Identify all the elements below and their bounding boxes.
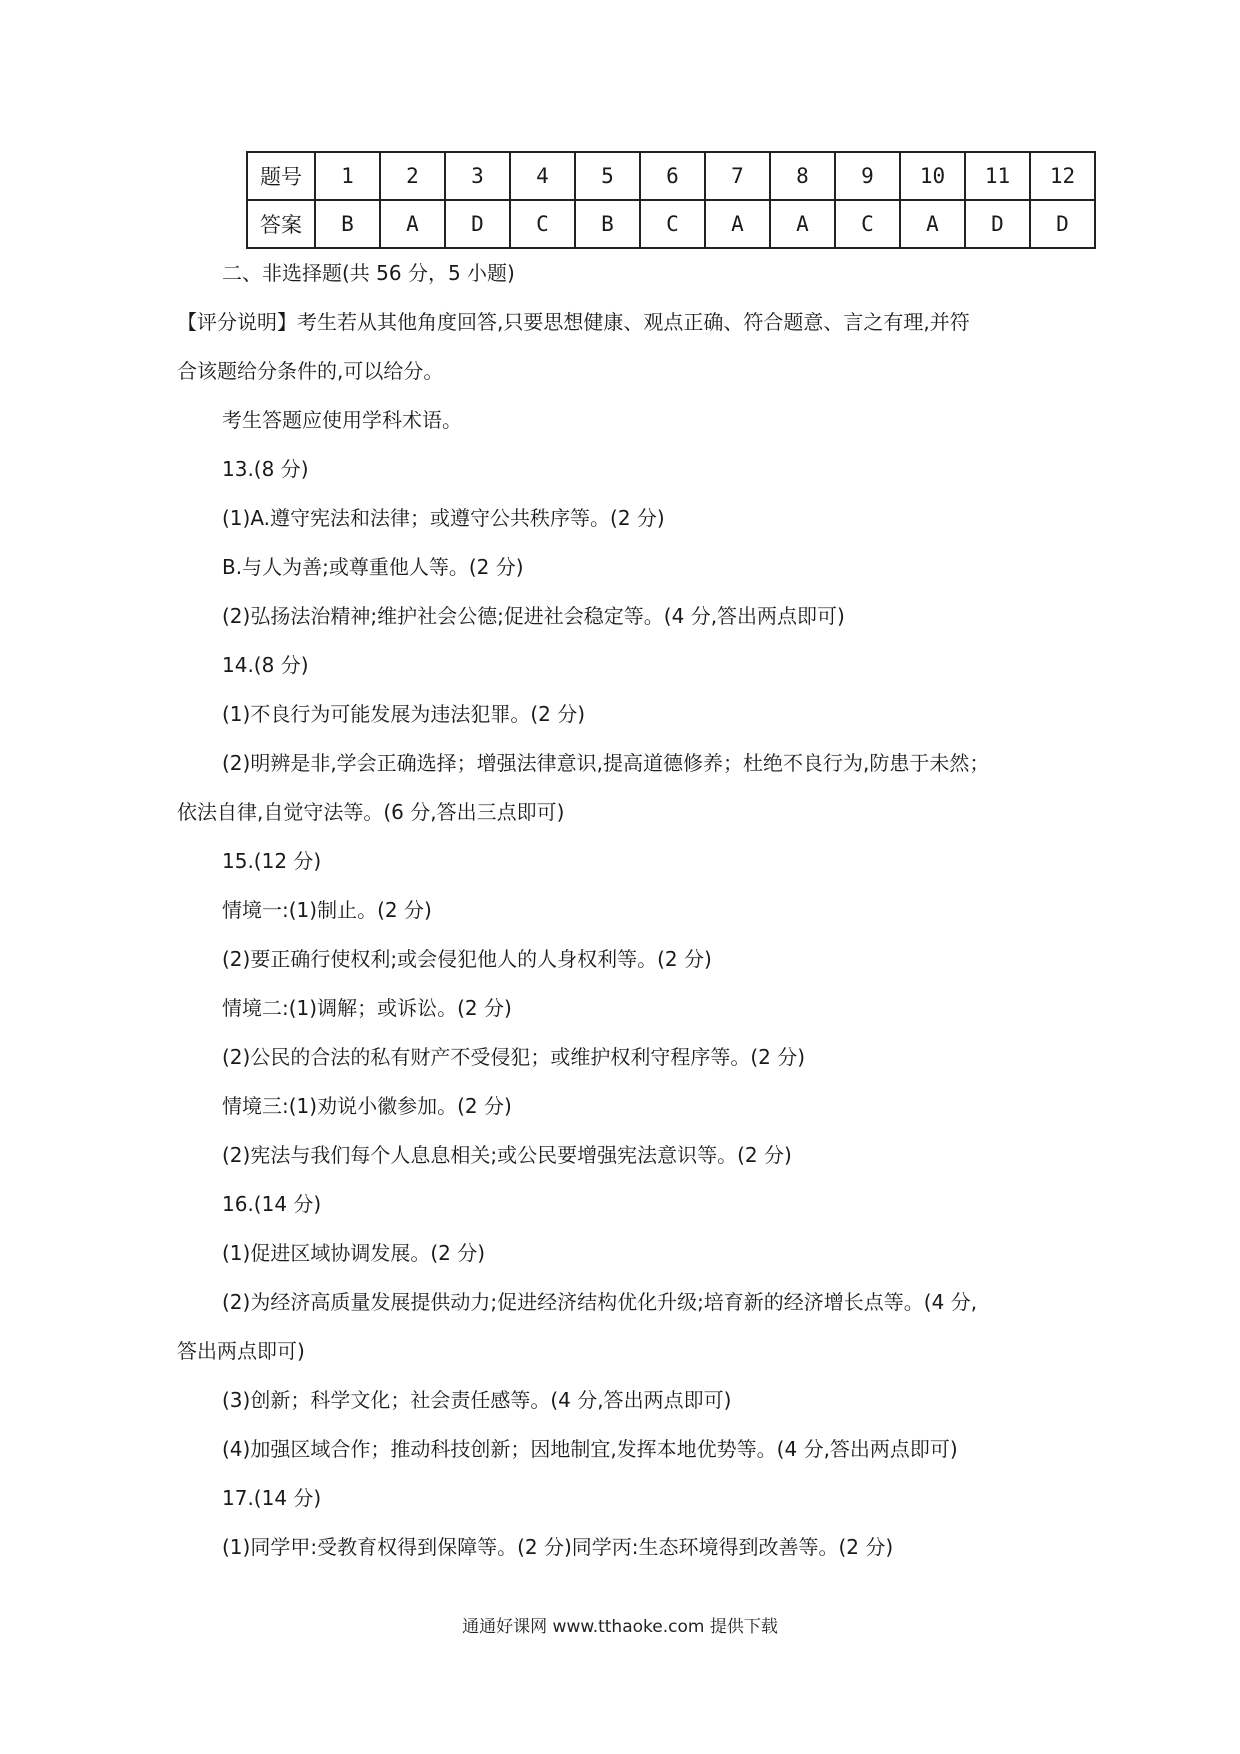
answer-cell: A (900, 200, 965, 248)
question-16-heading: 16.(14 分) (222, 1192, 322, 1216)
answer-line: (2)弘扬法治精神;维护社会公德;促进社会稳定等。(4 分,答出两点即可) (222, 604, 845, 628)
question-number-cell: 5 (575, 152, 640, 200)
answer-cell: A (770, 200, 835, 248)
answer-line: (1)A.遵守宪法和法律；或遵守公共秩序等。(2 分) (222, 506, 665, 530)
answer-line: B.与人为善;或尊重他人等。(2 分) (222, 555, 524, 579)
answer-cell: D (1030, 200, 1095, 248)
question-number-cell: 3 (445, 152, 510, 200)
terminology-note: 考生答题应使用学科术语。 (222, 408, 462, 432)
answer-line: (2)宪法与我们每个人息息相关;或公民要增强宪法意识等。(2 分) (222, 1143, 792, 1167)
question-13-heading: 13.(8 分) (222, 457, 309, 481)
answer-line: 情境一:(1)制止。(2 分) (222, 898, 432, 922)
answer-cell: B (575, 200, 640, 248)
question-number-cell: 8 (770, 152, 835, 200)
answer-table (246, 151, 1096, 249)
question-number-cell: 6 (640, 152, 705, 200)
question-number-cell: 1 (315, 152, 380, 200)
answer-cell: A (705, 200, 770, 248)
scoring-note-continued: 合该题给分条件的,可以给分。 (177, 359, 444, 383)
page-footer: 通通好课网 www.tthaoke.com 提供下载 (462, 1617, 778, 1637)
answer-line: (2)要正确行使权利;或会侵犯他人的人身权利等。(2 分) (222, 947, 712, 971)
answer-row-header: 答案 (247, 200, 315, 248)
answer-cell: C (640, 200, 705, 248)
answer-line: (2)为经济高质量发展提供动力;促进经济结构优化升级;培育新的经济增长点等。(4 分, (222, 1290, 978, 1314)
question-number-cell: 11 (965, 152, 1030, 200)
question-number-cell: 12 (1030, 152, 1095, 200)
answer-line: (1)同学甲:受教育权得到保障等。(2 分)同学丙:生态环境得到改善等。(2 分) (222, 1535, 894, 1559)
answer-line: (4)加强区域合作；推动科技创新；因地制宜,发挥本地优势等。(4 分,答出两点即可) (222, 1437, 958, 1461)
answer-cell: B (315, 200, 380, 248)
answer-cell: C (835, 200, 900, 248)
answer-cell: C (510, 200, 575, 248)
question-14-heading: 14.(8 分) (222, 653, 309, 677)
question-number-cell: 10 (900, 152, 965, 200)
question-row-header: 题号 (247, 152, 315, 200)
answer-line: (1)不良行为可能发展为违法犯罪。(2 分) (222, 702, 586, 726)
section-heading: 二、非选择题(共 56 分，5 小题) (222, 261, 515, 285)
answer-line: (1)促进区域协调发展。(2 分) (222, 1241, 486, 1265)
answer-line: 情境三:(1)劝说小徽参加。(2 分) (222, 1094, 512, 1118)
answer-cell: A (380, 200, 445, 248)
question-number-row (247, 152, 1095, 200)
question-number-cell: 2 (380, 152, 445, 200)
answer-line: 依法自律,自觉守法等。(6 分,答出三点即可) (177, 800, 565, 824)
scoring-note: 【评分说明】考生若从其他角度回答,只要思想健康、观点正确、符合题意、言之有理,并符 (177, 310, 970, 334)
question-number-cell: 7 (705, 152, 770, 200)
answer-line: (3)创新；科学文化；社会责任感等。(4 分,答出两点即可) (222, 1388, 732, 1412)
answer-line: (2)公民的合法的私有财产不受侵犯；或维护权利守程序等。(2 分) (222, 1045, 806, 1069)
question-number-cell: 4 (510, 152, 575, 200)
answer-row (247, 200, 1095, 248)
question-17-heading: 17.(14 分) (222, 1486, 322, 1510)
question-number-cell: 9 (835, 152, 900, 200)
answer-cell: D (965, 200, 1030, 248)
question-15-heading: 15.(12 分) (222, 849, 322, 873)
answer-line: 答出两点即可) (177, 1339, 305, 1363)
answer-line: (2)明辨是非,学会正确选择；增强法律意识,提高道德修养；杜绝不良行为,防患于未然； (222, 751, 990, 775)
answer-cell: D (445, 200, 510, 248)
answer-line: 情境二:(1)调解；或诉讼。(2 分) (222, 996, 512, 1020)
